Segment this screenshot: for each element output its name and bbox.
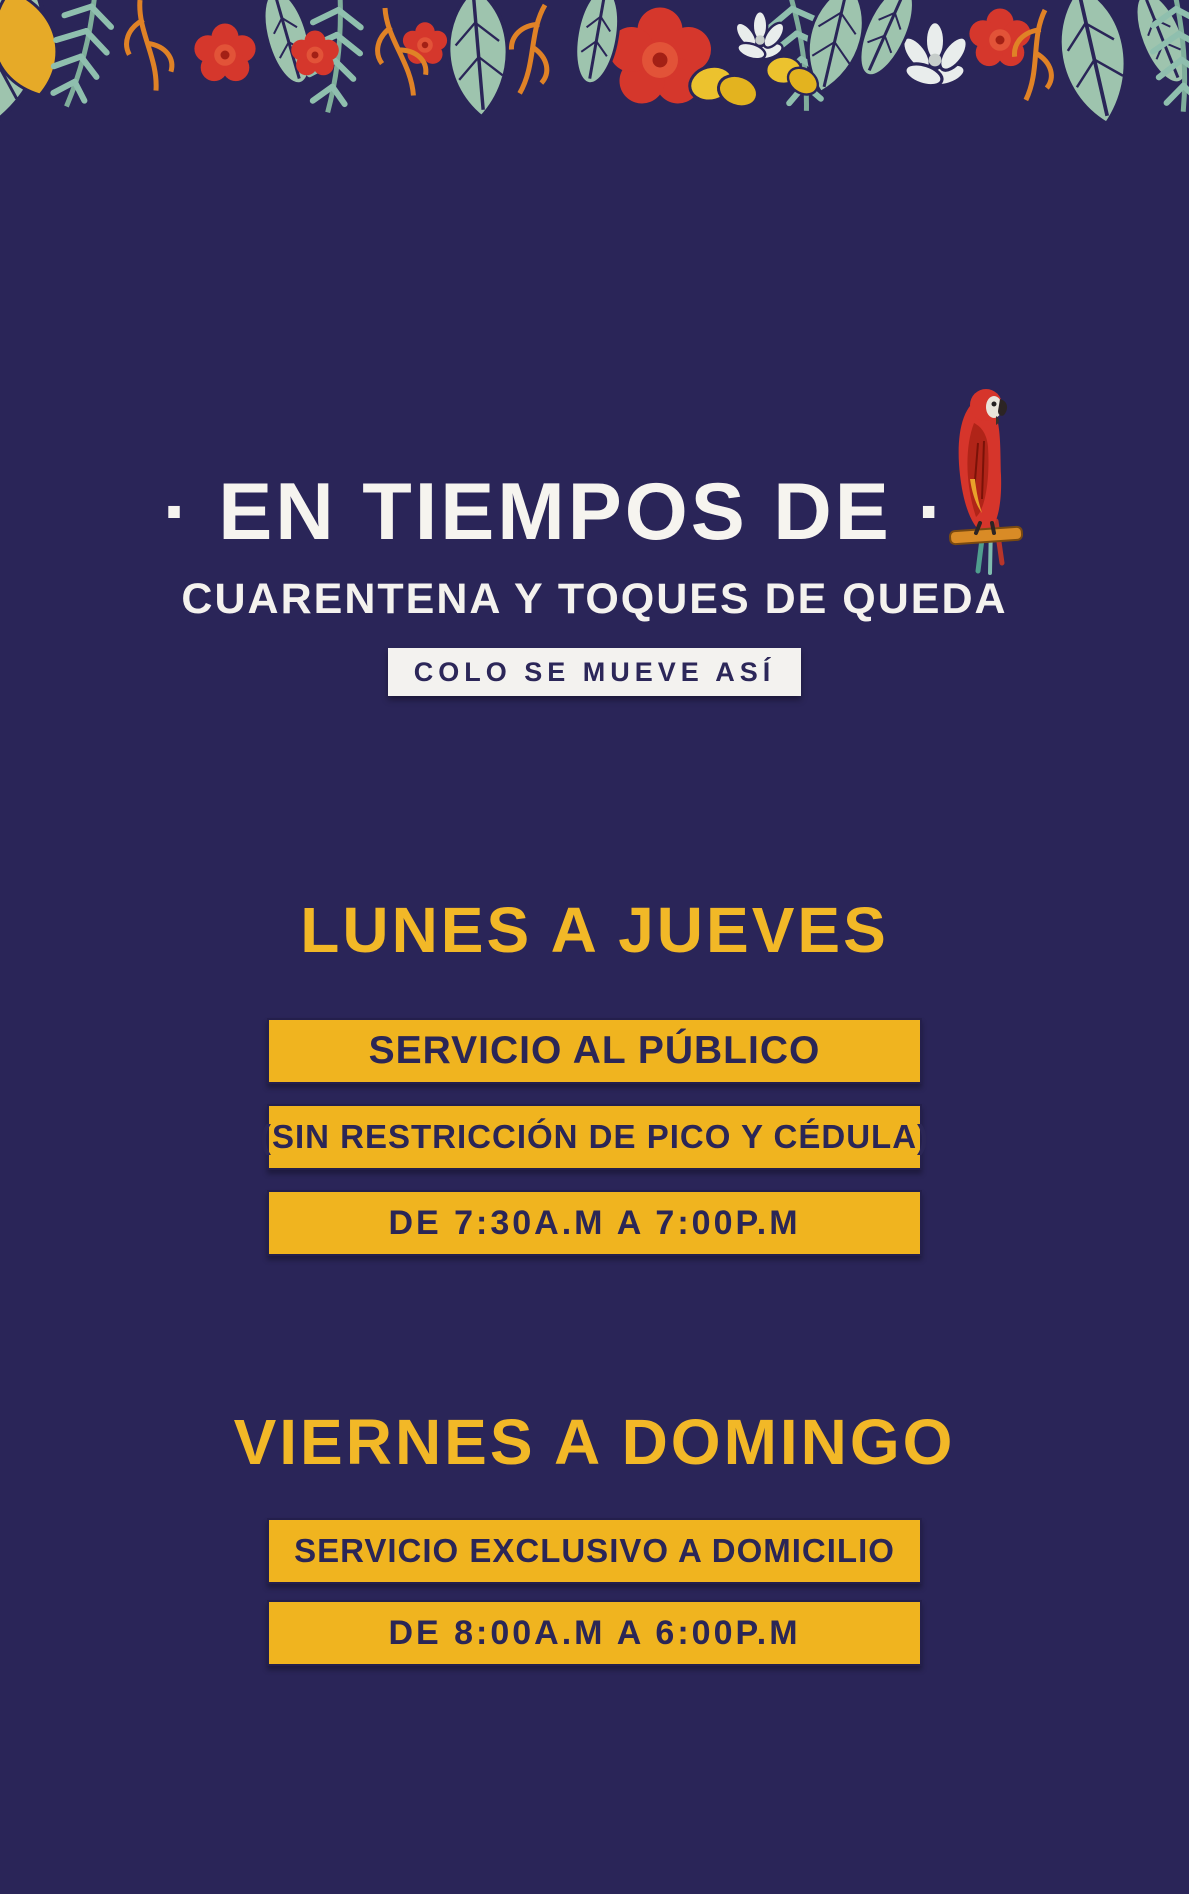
parrot-icon [944, 383, 1028, 575]
subtitle: CUARENTENA Y TOQUES DE QUEDA [181, 575, 1008, 623]
tagline-badge: COLO SE MUEVE ASÍ [388, 648, 802, 696]
section-heading-weekdays: LUNES A JUEVES [300, 894, 889, 966]
info-banner-weekend-hours: DE 8:00A.M A 6:00P.M [267, 1600, 922, 1666]
info-banner-servicio-publico: SERVICIO AL PÚBLICO [267, 1018, 922, 1084]
title-text: EN TIEMPOS DE [218, 467, 892, 557]
title-bullet-left: · [162, 467, 193, 557]
info-banner-domicilio: SERVICIO EXCLUSIVO A DOMICILIO [267, 1518, 922, 1584]
section-heading-weekend: VIERNES A DOMINGO [233, 1406, 956, 1478]
tagline-badge-row [0, 648, 1189, 696]
info-banner-sin-restriccion: (SIN RESTRICCIÓN DE PICO Y CÉDULA) [267, 1104, 922, 1170]
tropical-border-icon [0, 0, 1189, 150]
info-banner-weekday-hours: DE 7:30A.M A 7:00P.M [267, 1190, 922, 1256]
title-bullet-right: · [917, 467, 948, 557]
